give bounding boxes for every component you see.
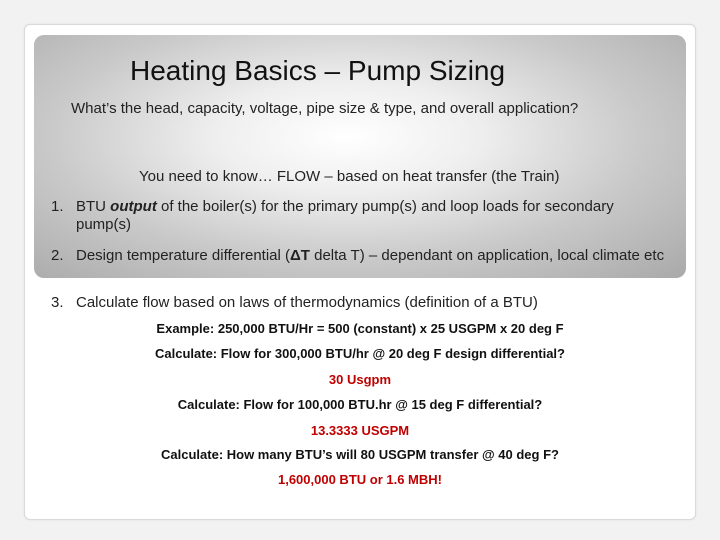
calculation-answer: 13.3333 USGPM bbox=[310, 423, 410, 438]
calculation-answer: 1,600,000 BTU or 1.6 MBH! bbox=[277, 472, 442, 487]
calculation-question: Calculate: Flow for 300,000 BTU/hr @ 20 deg F design differential? bbox=[155, 346, 565, 361]
emphasis-output: output bbox=[110, 198, 157, 215]
list-item-3 bbox=[51, 294, 671, 312]
calculation-question: Calculate: How many BTU’s will 80 USGPM transfer @ 40 deg F? bbox=[161, 447, 559, 462]
calculation-answer: 30 Usgpm bbox=[328, 372, 392, 387]
slide-title: Heating Basics – Pump Sizing bbox=[130, 55, 506, 86]
list-text: Calculate flow based on laws of thermodynamics (definition of a BTU) bbox=[76, 294, 538, 311]
example-line: Example: 250,000 BTU/Hr = 500 (constant) x 25 USGPM x 20 deg F bbox=[156, 321, 564, 336]
list-text: BTU output of the boiler(s) for the primary pump(s) and loop loads for secondary pump(s) bbox=[76, 198, 614, 233]
list-text: Design temperature differential (ΔT delta T) – dependant on application, local climate etc bbox=[76, 247, 665, 264]
list-number: 1. bbox=[51, 198, 64, 215]
list-item-1 bbox=[51, 198, 671, 234]
list-number: 3. bbox=[51, 294, 64, 311]
delta-t-symbol: ΔT bbox=[290, 247, 310, 264]
list-number: 2. bbox=[51, 247, 64, 264]
slide-subtitle: What’s the head, capacity, voltage, pipe size & type, and overall application? bbox=[71, 100, 579, 117]
list-item-2 bbox=[51, 247, 671, 265]
intro-text: You need to know… FLOW – based on heat transfer (the Train) bbox=[139, 168, 560, 185]
calculation-question: Calculate: Flow for 100,000 BTU.hr @ 15 deg F differential? bbox=[177, 397, 543, 412]
